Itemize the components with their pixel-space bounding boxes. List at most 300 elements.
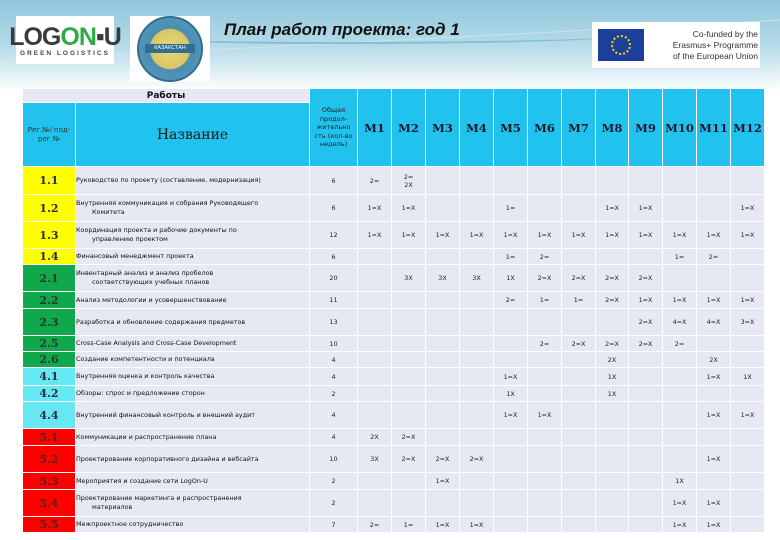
- month-cell: 1=: [494, 249, 528, 265]
- work-name-line: Внутренняя оценка и контроль качества: [76, 372, 215, 380]
- work-duration: 6: [310, 167, 358, 195]
- month-cell: 2=: [697, 249, 731, 265]
- month-cell: 1=X: [629, 292, 663, 309]
- month-header: M9: [629, 89, 663, 167]
- month-cell: [494, 473, 528, 490]
- work-name-line: Инвентарный анализ и анализ пробелов: [76, 269, 214, 277]
- month-cell: [663, 167, 697, 195]
- month-cell: [629, 446, 663, 473]
- month-cell: [596, 167, 629, 195]
- work-name: [76, 352, 310, 368]
- month-cell: 1=X: [596, 195, 629, 222]
- month-cell: [731, 386, 765, 402]
- month-cell: 1=X: [629, 222, 663, 249]
- work-code: 5.1: [23, 429, 76, 446]
- month-cell: [562, 490, 596, 517]
- month-cell: [460, 429, 494, 446]
- month-cell: [528, 167, 562, 195]
- month-cell: 1=X: [731, 195, 765, 222]
- month-cell: [731, 490, 765, 517]
- month-cell: [596, 249, 629, 265]
- eu-cofunded-text: [650, 29, 758, 62]
- table-row: [23, 167, 765, 195]
- month-cell: [629, 490, 663, 517]
- table-row: [23, 386, 765, 402]
- month-cell: [426, 490, 460, 517]
- month-cell: 1=X: [629, 195, 663, 222]
- month-cell: [528, 446, 562, 473]
- month-cell: [596, 473, 629, 490]
- month-cell: 2=: [663, 336, 697, 352]
- month-cell: [460, 195, 494, 222]
- month-cell: [494, 517, 528, 533]
- month-cell: 1=X: [697, 368, 731, 386]
- month-cell: [460, 402, 494, 429]
- month-cell: [426, 309, 460, 336]
- work-duration: 10: [310, 446, 358, 473]
- month-cell: 1=X: [494, 368, 528, 386]
- month-cell: [663, 265, 697, 292]
- month-cell: 1=X: [358, 222, 392, 249]
- work-name: [76, 446, 310, 473]
- month-cell: [426, 429, 460, 446]
- month-cell: [460, 309, 494, 336]
- month-cell: 1=X: [562, 222, 596, 249]
- month-cell: 2=X: [629, 336, 663, 352]
- work-code: 5.4: [23, 490, 76, 517]
- logo-text-highlight: ON: [60, 22, 96, 51]
- month-cell: [358, 309, 392, 336]
- month-cell: 1=: [663, 249, 697, 265]
- logo-text-suffix: ▪U: [95, 22, 121, 51]
- work-duration: 11: [310, 292, 358, 309]
- table-row: [23, 368, 765, 386]
- work-name: [76, 517, 310, 533]
- month-cell: [596, 429, 629, 446]
- table-row: [23, 473, 765, 490]
- month-cell: 3X: [392, 265, 426, 292]
- work-duration: 4: [310, 368, 358, 386]
- month-cell: [494, 309, 528, 336]
- month-cell: [528, 368, 562, 386]
- month-cell: 1=X: [697, 490, 731, 517]
- work-name: [76, 473, 310, 490]
- work-name: [76, 490, 310, 517]
- month-cell: [731, 249, 765, 265]
- month-cell: [460, 368, 494, 386]
- month-cell: 1=X: [663, 292, 697, 309]
- month-cell: [494, 429, 528, 446]
- work-duration: 2: [310, 490, 358, 517]
- month-cell: 1=X: [460, 517, 494, 533]
- work-duration: 13: [310, 309, 358, 336]
- month-cell: 1X: [731, 368, 765, 386]
- work-plan-table: [22, 88, 765, 533]
- month-cell: [528, 429, 562, 446]
- month-header: M6: [528, 89, 562, 167]
- month-cell: 2=X: [596, 292, 629, 309]
- month-cell: 2=X: [528, 265, 562, 292]
- work-code: 2.2: [23, 292, 76, 309]
- work-name-line: управлению проектом: [92, 235, 168, 243]
- eu-erasmus-logo: [592, 22, 760, 68]
- work-duration: 20: [310, 265, 358, 292]
- month-cell: [731, 336, 765, 352]
- month-header: M8: [596, 89, 629, 167]
- work-code: 2.1: [23, 265, 76, 292]
- month-cell: [426, 292, 460, 309]
- month-cell: 2=: [358, 517, 392, 533]
- eu-text-line: Erasmus+ Programme: [672, 39, 758, 50]
- work-name: [76, 195, 310, 222]
- work-name: [76, 336, 310, 352]
- table-row: [23, 265, 765, 292]
- month-cell: 1=X: [358, 195, 392, 222]
- work-code: 4.2: [23, 386, 76, 402]
- month-cell: 2=X: [426, 446, 460, 473]
- eu-flag-icon: [598, 29, 644, 61]
- month-cell: [562, 249, 596, 265]
- month-cell: [629, 249, 663, 265]
- month-cell: [392, 309, 426, 336]
- table-row: [23, 249, 765, 265]
- month-header: M11: [697, 89, 731, 167]
- month-cell: [629, 368, 663, 386]
- month-cell: [731, 429, 765, 446]
- month-cell: 1X: [494, 265, 528, 292]
- month-cell: [460, 336, 494, 352]
- month-cell: 1=: [494, 195, 528, 222]
- work-name-line: Анализ методологии и усовершенствование: [76, 295, 227, 304]
- work-name: [76, 249, 310, 265]
- month-cell: 1=X: [426, 222, 460, 249]
- month-cell: [528, 490, 562, 517]
- work-name: [76, 386, 310, 402]
- month-cell: [460, 490, 494, 517]
- month-cell: [392, 402, 426, 429]
- work-name: [76, 402, 310, 429]
- month-cell: [460, 473, 494, 490]
- work-name-line: Внутренняя коммуникация и собрания Руководящего: [76, 199, 259, 207]
- month-cell: 1X: [596, 368, 629, 386]
- work-duration: 7: [310, 517, 358, 533]
- month-cell: 2X: [358, 429, 392, 446]
- work-duration: 2: [310, 386, 358, 402]
- month-cell: 2=X: [392, 429, 426, 446]
- work-name-line: материалов: [92, 503, 133, 511]
- month-cell: [663, 386, 697, 402]
- month-cell: [528, 195, 562, 222]
- month-cell: 2=X: [629, 309, 663, 336]
- work-name: [76, 429, 310, 446]
- month-cell: [358, 352, 392, 368]
- work-duration: 4: [310, 429, 358, 446]
- month-cell: 1=X: [731, 402, 765, 429]
- work-name-line: Создание компетентности и потенциала: [76, 355, 215, 363]
- month-cell: [562, 517, 596, 533]
- month-cell: [392, 336, 426, 352]
- month-cell: [562, 429, 596, 446]
- name-header: Название: [76, 103, 310, 167]
- work-name: [76, 368, 310, 386]
- work-code: 5.2: [23, 446, 76, 473]
- month-cell: 1=X: [663, 490, 697, 517]
- work-name-line: Разработка и обновление содержания предметов: [76, 317, 246, 326]
- month-cell: 2= 2X: [392, 167, 426, 195]
- table-row: [23, 352, 765, 368]
- month-cell: [528, 517, 562, 533]
- work-duration: 12: [310, 222, 358, 249]
- month-header: M10: [663, 89, 697, 167]
- month-cell: [697, 429, 731, 446]
- month-cell: [358, 402, 392, 429]
- month-cell: [562, 352, 596, 368]
- month-cell: [358, 249, 392, 265]
- month-cell: [426, 195, 460, 222]
- month-cell: 1=X: [697, 517, 731, 533]
- month-cell: [697, 195, 731, 222]
- month-cell: [663, 352, 697, 368]
- month-cell: 2=X: [562, 336, 596, 352]
- month-cell: [426, 386, 460, 402]
- work-code: 1.4: [23, 249, 76, 265]
- month-cell: [426, 336, 460, 352]
- work-name-line: Межпроектное сотрудничество: [76, 520, 184, 528]
- month-cell: [697, 386, 731, 402]
- table-row: [23, 292, 765, 309]
- work-code: 5.5: [23, 517, 76, 533]
- month-cell: 1=X: [392, 195, 426, 222]
- month-cell: 1=X: [663, 222, 697, 249]
- month-cell: [629, 429, 663, 446]
- month-cell: [629, 517, 663, 533]
- seal-band-text: КАЗАКСТАН: [145, 44, 195, 53]
- work-name-line: Cross-Case Analysis and Cross-Case Development: [76, 339, 237, 347]
- month-cell: [629, 167, 663, 195]
- work-name-line: Финансовый менеджмент проекта: [76, 252, 194, 260]
- month-cell: 2=X: [562, 265, 596, 292]
- code-header: Рег.№/ под-рег №: [23, 103, 76, 167]
- month-cell: 4=X: [663, 309, 697, 336]
- month-cell: [392, 292, 426, 309]
- work-code: 1.3: [23, 222, 76, 249]
- month-header: M5: [494, 89, 528, 167]
- table-row: [23, 517, 765, 533]
- work-code: 4.4: [23, 402, 76, 429]
- table-row: [23, 222, 765, 249]
- month-cell: 2=: [358, 167, 392, 195]
- month-cell: [494, 352, 528, 368]
- month-cell: [697, 167, 731, 195]
- work-name: [76, 265, 310, 292]
- month-cell: 1X: [663, 473, 697, 490]
- month-cell: [629, 386, 663, 402]
- month-cell: [358, 490, 392, 517]
- month-cell: [629, 402, 663, 429]
- month-cell: [460, 249, 494, 265]
- month-cell: [426, 402, 460, 429]
- works-group-header: Работы: [23, 89, 310, 103]
- work-duration: 6: [310, 249, 358, 265]
- eu-text-line: Co-funded by the: [692, 28, 758, 39]
- month-cell: [663, 402, 697, 429]
- month-cell: 3X: [358, 446, 392, 473]
- month-header: M1: [358, 89, 392, 167]
- month-cell: 1=X: [528, 402, 562, 429]
- month-cell: 1=X: [731, 222, 765, 249]
- month-cell: 2=: [528, 249, 562, 265]
- month-cell: 1=X: [697, 222, 731, 249]
- table-row: [23, 446, 765, 473]
- month-header: M3: [426, 89, 460, 167]
- month-cell: [358, 336, 392, 352]
- month-cell: 2=X: [392, 446, 426, 473]
- work-name-line: Проектирование маркетинга и распространения: [76, 494, 242, 502]
- month-cell: 2X: [697, 352, 731, 368]
- month-cell: 1=: [562, 292, 596, 309]
- month-cell: [528, 473, 562, 490]
- work-duration: 2: [310, 473, 358, 490]
- work-code: 1.1: [23, 167, 76, 195]
- month-header: M4: [460, 89, 494, 167]
- month-cell: [494, 446, 528, 473]
- month-cell: [731, 517, 765, 533]
- month-cell: [731, 167, 765, 195]
- month-cell: [358, 473, 392, 490]
- month-cell: [426, 167, 460, 195]
- work-name: [76, 167, 310, 195]
- month-cell: [460, 352, 494, 368]
- month-cell: [392, 249, 426, 265]
- month-cell: 1=X: [528, 222, 562, 249]
- month-header: M12: [731, 89, 765, 167]
- month-cell: 1X: [596, 386, 629, 402]
- work-name-line: Коммуникации и распространение плана: [76, 432, 217, 441]
- month-cell: [596, 517, 629, 533]
- month-cell: [663, 446, 697, 473]
- month-cell: [358, 368, 392, 386]
- month-cell: 1=X: [426, 517, 460, 533]
- month-cell: [562, 309, 596, 336]
- month-cell: 1=X: [697, 292, 731, 309]
- month-cell: 2=X: [596, 265, 629, 292]
- work-name-line: Комитета: [92, 208, 125, 216]
- month-cell: [358, 386, 392, 402]
- month-cell: [562, 446, 596, 473]
- month-cell: 4=X: [697, 309, 731, 336]
- month-cell: [528, 352, 562, 368]
- month-header: M7: [562, 89, 596, 167]
- month-cell: [358, 292, 392, 309]
- month-cell: [562, 386, 596, 402]
- month-cell: [426, 368, 460, 386]
- table-row: [23, 309, 765, 336]
- month-cell: 1X: [494, 386, 528, 402]
- month-cell: 1=X: [392, 222, 426, 249]
- month-cell: [697, 265, 731, 292]
- month-cell: [392, 473, 426, 490]
- month-cell: 3X: [460, 265, 494, 292]
- month-cell: [460, 167, 494, 195]
- month-cell: 1=X: [731, 292, 765, 309]
- table-row: [23, 402, 765, 429]
- month-cell: [358, 265, 392, 292]
- month-cell: [460, 292, 494, 309]
- table-row: [23, 336, 765, 352]
- month-cell: [731, 446, 765, 473]
- month-cell: [731, 352, 765, 368]
- month-cell: [562, 473, 596, 490]
- month-cell: 2=: [494, 292, 528, 309]
- month-cell: [629, 352, 663, 368]
- work-code: 1.2: [23, 195, 76, 222]
- month-cell: [596, 490, 629, 517]
- month-cell: 2=X: [460, 446, 494, 473]
- month-cell: [663, 429, 697, 446]
- month-header: M2: [392, 89, 426, 167]
- work-name-line: соответствующих учебных планов: [92, 278, 210, 286]
- month-cell: [731, 473, 765, 490]
- work-name: [76, 222, 310, 249]
- month-cell: 2=: [528, 336, 562, 352]
- month-cell: [528, 386, 562, 402]
- work-name-line: Обзоры: спрос и предложение сторон: [76, 389, 205, 397]
- month-cell: [562, 195, 596, 222]
- work-name: [76, 309, 310, 336]
- month-cell: 1=: [528, 292, 562, 309]
- seal-emblem-icon: [137, 16, 203, 82]
- month-cell: [562, 402, 596, 429]
- month-cell: [392, 490, 426, 517]
- month-cell: [392, 368, 426, 386]
- logo-text: LOG: [9, 22, 61, 51]
- month-cell: [663, 368, 697, 386]
- month-cell: [596, 446, 629, 473]
- eu-text-line: of the European Union: [672, 50, 758, 61]
- page-title: План работ проекта: год 1: [224, 20, 460, 39]
- work-duration: 10: [310, 336, 358, 352]
- month-cell: [562, 368, 596, 386]
- logo-subtitle: GREEN LOGISTICS: [20, 49, 110, 57]
- month-cell: 1=X: [697, 446, 731, 473]
- work-name-line: Мероприятия и создание сети LogOn-U: [76, 476, 208, 485]
- month-cell: 1=X: [426, 473, 460, 490]
- month-cell: [663, 195, 697, 222]
- table-row: [23, 490, 765, 517]
- duration-header: Общая продол-жительно сть (кол-во недель): [310, 89, 358, 167]
- table-row: [23, 429, 765, 446]
- month-cell: [629, 473, 663, 490]
- work-name-line: Руководство по проекту (составление, модернизация): [76, 176, 261, 184]
- month-cell: [562, 167, 596, 195]
- month-cell: 1=X: [596, 222, 629, 249]
- month-cell: 2X: [596, 352, 629, 368]
- month-cell: 3=X: [731, 309, 765, 336]
- month-cell: 1=: [392, 517, 426, 533]
- month-cell: [731, 265, 765, 292]
- work-name-line: Проектирование корпоративного дизайна и вебсайта: [76, 454, 259, 463]
- month-cell: 1=X: [697, 402, 731, 429]
- work-code: 5.3: [23, 473, 76, 490]
- month-cell: [596, 402, 629, 429]
- month-cell: 1=X: [663, 517, 697, 533]
- month-cell: 2=X: [596, 336, 629, 352]
- logon-u-logo: [9, 16, 121, 64]
- month-cell: [426, 249, 460, 265]
- work-code: 4.1: [23, 368, 76, 386]
- month-cell: [426, 352, 460, 368]
- university-seal-logo: [130, 16, 210, 82]
